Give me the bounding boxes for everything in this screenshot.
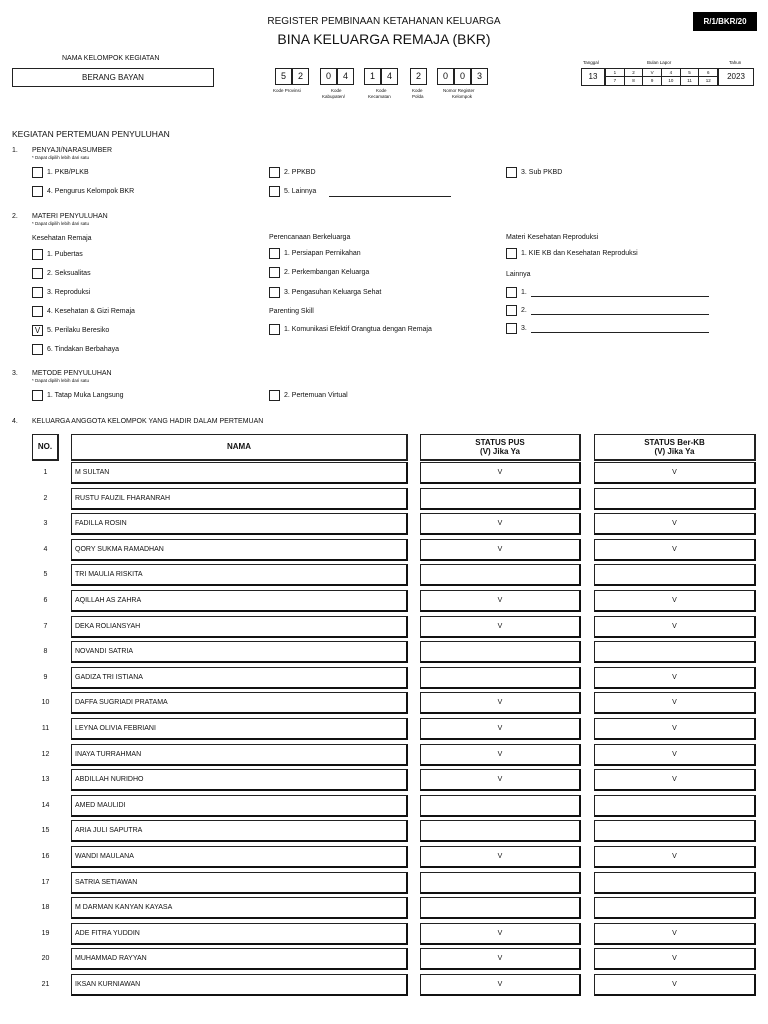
option-pkb-label: 1. PKB/PLKB xyxy=(47,169,89,176)
row-status-kb-cell[interactable] xyxy=(594,590,756,612)
row-nama-cell[interactable] xyxy=(71,488,408,510)
row-nama-cell[interactable] xyxy=(71,923,408,945)
option-kie-kb-label: 1. KIE KB dan Kesehatan Reproduksi xyxy=(521,250,638,257)
row-number: 21 xyxy=(41,981,50,988)
row-number: 7 xyxy=(43,623,48,630)
row-status-kb: V xyxy=(672,520,677,527)
row-nama: FADILLA ROSIN xyxy=(75,520,127,527)
tahun-label: Tahun xyxy=(729,60,742,65)
checkbox-lainnya[interactable] xyxy=(269,186,280,197)
row-status-pus-cell[interactable] xyxy=(420,641,581,663)
checkbox-perencanaan-2[interactable] xyxy=(269,267,280,278)
lainnya-text-line[interactable] xyxy=(531,332,709,333)
checkbox-komunikasi[interactable] xyxy=(269,324,280,335)
option-perencanaan-label: 2. Perkembangan Keluarga xyxy=(284,269,370,276)
lainnya-text-line[interactable] xyxy=(531,314,709,315)
row-status-kb-cell[interactable] xyxy=(594,769,756,791)
row-status-pus-cell[interactable] xyxy=(420,897,581,919)
row-status-kb: V xyxy=(672,981,677,988)
checkbox-tatap-muka[interactable] xyxy=(32,390,43,401)
row-status-kb: V xyxy=(672,546,677,553)
row-number: 15 xyxy=(41,827,50,834)
row-status-pus-cell[interactable] xyxy=(420,872,581,894)
row-status-kb: V xyxy=(672,725,677,732)
section1-number: 1. xyxy=(12,147,18,154)
row-status-pus-cell[interactable] xyxy=(420,667,581,689)
table-row xyxy=(0,974,768,998)
row-nama-cell[interactable] xyxy=(71,564,408,586)
code-label-kabupaten-2: Kabupaten/ xyxy=(322,94,346,99)
row-number: 19 xyxy=(41,930,50,937)
row-number: 1 xyxy=(43,469,48,476)
section2-note: * Dapat dipilih lebih dari satu xyxy=(32,221,90,226)
row-number: 14 xyxy=(41,802,50,809)
row-nama: M SULTAN xyxy=(75,469,110,476)
bulan-label: Bulan Lapor xyxy=(647,60,672,65)
code-kecamatan-1[interactable]: 1 xyxy=(364,68,381,85)
checkbox-perencanaan-3[interactable] xyxy=(269,287,280,298)
bulan-cell[interactable]: 4 xyxy=(662,69,681,76)
row-status-pus: V xyxy=(497,930,503,937)
option-lainnya-label: 5. Lainnya xyxy=(284,188,317,195)
lainnya-input-line[interactable] xyxy=(329,196,451,197)
row-status-pus-cell[interactable] xyxy=(420,488,581,510)
row-status-kb-cell[interactable] xyxy=(594,897,756,919)
row-status-pus-cell[interactable] xyxy=(420,795,581,817)
checkbox-virtual[interactable] xyxy=(269,390,280,401)
col-nama-label: NAMA xyxy=(227,442,251,451)
code-label-kecamatan-2: Kecamatan xyxy=(368,94,391,99)
tahun-field[interactable] xyxy=(718,68,754,86)
kesehatan-remaja-title: Kesehatan Remaja xyxy=(32,235,92,242)
section1-note: * Dapat dipilih lebih dari satu xyxy=(32,155,90,160)
code-kelompok-1[interactable]: 0 xyxy=(437,68,454,85)
row-status-pus-cell[interactable] xyxy=(420,948,581,970)
row-status-pus-cell[interactable] xyxy=(420,846,581,868)
row-nama-cell[interactable] xyxy=(71,820,408,842)
row-number: 9 xyxy=(43,674,48,681)
col-header-nama xyxy=(71,434,408,461)
table-row xyxy=(0,616,768,640)
table-row xyxy=(0,948,768,972)
form-subtitle: REGISTER PEMBINAAN KETAHANAN KELUARGA xyxy=(267,16,501,27)
row-status-kb: V xyxy=(672,623,677,630)
row-status-kb-cell[interactable] xyxy=(594,846,756,868)
row-status-pus: V xyxy=(497,546,503,553)
tahun-value: 2023 xyxy=(727,72,745,81)
code-kelompok-2[interactable]: 0 xyxy=(454,68,471,85)
code-kabupaten-2[interactable]: 4 xyxy=(337,68,354,85)
checkbox-kesehatan-remaja-5[interactable]: V xyxy=(32,325,43,336)
row-number: 8 xyxy=(43,648,48,655)
row-nama: WANDI MAULANA xyxy=(75,853,134,860)
checkbox-kesehatan-remaja-4[interactable] xyxy=(32,306,43,317)
row-nama-cell[interactable] xyxy=(71,667,408,689)
row-status-kb-cell[interactable] xyxy=(594,616,756,638)
row-status-kb-cell[interactable] xyxy=(594,539,756,561)
bulan-grid xyxy=(605,68,718,86)
table-row xyxy=(0,539,768,563)
checkbox-kie-kb[interactable] xyxy=(506,248,517,259)
code-label-kabupaten-1: Kode xyxy=(331,88,342,93)
row-nama-cell[interactable] xyxy=(71,641,408,663)
table-row xyxy=(0,820,768,844)
row-nama: AMED MAULIDI xyxy=(75,802,126,809)
col-pus-sublabel: (V) Jika Ya xyxy=(480,447,520,456)
option-kesehatan-remaja-label: 5. Perilaku Beresiko xyxy=(47,327,110,334)
section1-title: PENYAJI/NARASUMBER xyxy=(32,147,112,154)
option-kesehatan-remaja-label: 3. Reproduksi xyxy=(47,289,91,296)
checkbox-kesehatan-remaja-1[interactable] xyxy=(32,249,43,260)
checkbox-kesehatan-remaja-6[interactable] xyxy=(32,344,43,355)
table-row xyxy=(0,718,768,742)
option-perencanaan-label: 1. Persiapan Pernikahan xyxy=(284,250,361,257)
row-nama: ADE FITRA YUDDIN xyxy=(75,930,140,937)
checkbox-ppkbd[interactable] xyxy=(269,167,280,178)
row-nama: DEKA ROLIANSYAH xyxy=(75,623,141,630)
option-sub-ppkbd-label: 3. Sub PKBD xyxy=(521,169,563,176)
section2-title: MATERI PENYULUHAN xyxy=(32,213,108,220)
row-nama: M DARMAN KANYAN KAYASA xyxy=(75,904,173,911)
bulan-cell[interactable]: 5 xyxy=(681,69,700,76)
row-number: 16 xyxy=(41,853,50,860)
row-nama: ARIA JULI SAPUTRA xyxy=(75,827,143,834)
row-nama-cell[interactable] xyxy=(71,974,408,996)
row-nama: DAFFA SUGRIADI PRATAMA xyxy=(75,699,168,706)
row-status-pus: V xyxy=(497,955,503,962)
table-row xyxy=(0,769,768,793)
row-status-pus-cell[interactable] xyxy=(420,590,581,612)
option-lainnya-number: 3. xyxy=(521,325,527,332)
kegiatan-title: KEGIATAN PERTEMUAN PENYULUHAN xyxy=(12,129,170,139)
row-number: 6 xyxy=(43,597,48,604)
code-label-desa-1: Kode xyxy=(412,88,423,93)
row-number: 11 xyxy=(41,725,50,732)
row-status-pus-cell[interactable] xyxy=(420,923,581,945)
row-nama-cell[interactable] xyxy=(71,513,408,535)
col-no-label: NO. xyxy=(37,442,53,451)
row-number: 13 xyxy=(41,776,50,783)
table-row xyxy=(0,667,768,691)
table-row xyxy=(0,462,768,486)
code-label-kecamatan-1: Kode xyxy=(376,88,387,93)
code-label-provinsi: Kode Provinsi xyxy=(273,88,301,93)
row-status-pus-cell[interactable] xyxy=(420,513,581,535)
bulan-cell[interactable]: 10 xyxy=(662,77,681,85)
row-status-kb-cell[interactable] xyxy=(594,488,756,510)
bulan-cell[interactable]: 1 xyxy=(606,69,625,76)
code-kecamatan-2[interactable]: 4 xyxy=(381,68,398,85)
row-status-kb: V xyxy=(672,597,677,604)
bulan-cell[interactable]: 8 xyxy=(625,77,644,85)
row-number: 2 xyxy=(43,495,48,502)
row-number: 18 xyxy=(41,904,50,911)
form-code-badge: R/1/BKR/20 xyxy=(693,12,757,31)
col-header-status-kb xyxy=(594,434,756,461)
row-nama-cell[interactable] xyxy=(71,462,408,484)
row-nama: ABDILLAH NURIDHO xyxy=(75,776,144,783)
row-nama: NOVANDI SATRIA xyxy=(75,648,134,655)
row-status-pus: V xyxy=(497,776,503,783)
row-status-kb: V xyxy=(672,955,677,962)
tanggal-label: Tanggal xyxy=(583,60,599,65)
table-row xyxy=(0,641,768,665)
row-number: 12 xyxy=(41,751,50,758)
section3-title: METODE PENYULUHAN xyxy=(32,370,112,377)
checkbox-sub-ppkbd[interactable] xyxy=(506,167,517,178)
table-row xyxy=(0,897,768,921)
row-nama: IKSAN KURNIAWAN xyxy=(75,981,141,988)
row-number: 10 xyxy=(41,699,50,706)
option-virtual-label: 2. Pertemuan Virtual xyxy=(284,392,348,399)
row-status-kb-cell[interactable] xyxy=(594,564,756,586)
row-status-pus-cell[interactable] xyxy=(420,539,581,561)
row-status-kb-cell[interactable] xyxy=(594,692,756,714)
col-pus-label: STATUS PUS xyxy=(475,438,525,447)
row-status-pus-cell[interactable] xyxy=(420,769,581,791)
checkbox-perencanaan-1[interactable] xyxy=(269,248,280,259)
option-perencanaan-label: 3. Pengasuhan Keluarga Sehat xyxy=(284,289,382,296)
group-name-label: NAMA KELOMPOK KEGIATAN xyxy=(62,55,160,62)
section4-number: 4. xyxy=(12,418,18,425)
table-row xyxy=(0,795,768,819)
col-header-status-pus xyxy=(420,434,581,461)
option-tatap-muka-label: 1. Tatap Muka Langsung xyxy=(47,392,124,399)
row-status-kb-cell[interactable] xyxy=(594,641,756,663)
row-status-pus-cell[interactable] xyxy=(420,744,581,766)
row-status-pus: V xyxy=(497,520,503,527)
row-nama-cell[interactable] xyxy=(71,872,408,894)
row-status-pus: V xyxy=(497,699,503,706)
table-row xyxy=(0,923,768,947)
checkbox-pkb[interactable] xyxy=(32,167,43,178)
row-status-kb-cell[interactable] xyxy=(594,923,756,945)
row-number: 17 xyxy=(41,879,50,886)
row-number: 20 xyxy=(41,955,50,962)
section4-title: KELUARGA ANGGOTA KELOMPOK YANG HADIR DALAM PERTEMUAN xyxy=(32,418,264,425)
bulan-cell[interactable]: 6 xyxy=(706,70,710,75)
row-status-pus-cell[interactable] xyxy=(420,974,581,996)
row-status-pus: V xyxy=(497,597,503,604)
lainnya-title: Lainnya xyxy=(506,271,531,278)
row-status-pus: V xyxy=(497,981,503,988)
kespro-title: Materi Kesehatan Reproduksi xyxy=(506,234,599,241)
row-nama: QORY SUKMA RAMADHAN xyxy=(75,546,164,553)
row-status-kb: V xyxy=(672,674,677,681)
checkbox-lainnya-2[interactable] xyxy=(506,305,517,316)
row-nama-cell[interactable] xyxy=(71,718,408,740)
bulan-cell[interactable]: 9 xyxy=(643,77,662,85)
row-nama-cell[interactable] xyxy=(71,897,408,919)
checkbox-lainnya-1[interactable] xyxy=(506,287,517,298)
code-label-kelompok-1: Nomor Register xyxy=(443,88,475,93)
col-kb-sublabel: (V) Jika Ya xyxy=(654,447,695,456)
row-status-kb-cell[interactable] xyxy=(594,872,756,894)
option-komunikasi-label: 1. Komunikasi Efektif Orangtua dengan Remaja xyxy=(284,326,432,333)
row-status-kb-cell[interactable] xyxy=(594,667,756,689)
row-status-pus-cell[interactable] xyxy=(420,692,581,714)
code-provinsi-1[interactable]: 5 xyxy=(275,68,292,85)
row-status-kb: V xyxy=(672,853,677,860)
bulan-cell[interactable]: V xyxy=(643,69,662,76)
bulan-cell[interactable]: 11 xyxy=(681,77,700,85)
row-nama: LEYNA OLIVIA FEBRIANI xyxy=(75,725,156,732)
code-label-desa-2: Polda xyxy=(412,94,424,99)
option-ppkbd-label: 2. PPKBD xyxy=(284,169,316,176)
row-nama: GADIZA TRI ISTIANA xyxy=(75,674,143,681)
section3-number: 3. xyxy=(12,370,18,377)
row-status-pus-cell[interactable] xyxy=(420,718,581,740)
row-status-pus: V xyxy=(497,469,503,476)
row-status-kb-cell[interactable] xyxy=(594,744,756,766)
row-status-pus-cell[interactable] xyxy=(420,616,581,638)
table-row xyxy=(0,513,768,537)
checkbox-pengurus[interactable] xyxy=(32,186,43,197)
row-status-kb-cell[interactable] xyxy=(594,513,756,535)
bulan-cell[interactable]: 2 xyxy=(625,69,644,76)
col-header-no xyxy=(32,434,59,461)
checkbox-kesehatan-remaja-2[interactable] xyxy=(32,268,43,279)
row-status-kb: V xyxy=(672,930,677,937)
row-nama-cell[interactable] xyxy=(71,948,408,970)
row-nama: AQILLAH AS ZAHRA xyxy=(75,597,142,604)
section2-number: 2. xyxy=(12,213,18,220)
row-number: 4 xyxy=(43,546,48,553)
row-status-pus: V xyxy=(497,725,503,732)
row-status-kb-cell[interactable] xyxy=(594,974,756,996)
table-row xyxy=(0,590,768,614)
row-nama: SATRIA SETIAWAN xyxy=(75,879,138,886)
perencanaan-title: Perencanaan Berkeluarga xyxy=(269,234,351,241)
option-kesehatan-remaja-label: 1. Pubertas xyxy=(47,251,83,258)
row-nama-cell[interactable] xyxy=(71,692,408,714)
tanggal-value: 13 xyxy=(588,72,598,81)
row-nama: MUHAMMAD RAYYAN xyxy=(75,955,147,962)
col-kb-label: STATUS Ber-KB xyxy=(644,438,705,447)
row-status-kb: V xyxy=(672,699,677,706)
row-nama-cell[interactable] xyxy=(71,846,408,868)
checkbox-lainnya-3[interactable] xyxy=(506,323,517,334)
checkbox-kesehatan-remaja-3[interactable] xyxy=(32,287,43,298)
row-status-pus-cell[interactable] xyxy=(420,462,581,484)
row-status-kb: V xyxy=(672,469,677,476)
row-status-kb-cell[interactable] xyxy=(594,948,756,970)
bulan-cell[interactable]: 12 xyxy=(705,78,711,83)
option-kesehatan-remaja-label: 4. Kesehatan & Gizi Remaja xyxy=(47,308,135,315)
option-pengurus-label: 4. Pengurus Kelompok BKR xyxy=(47,188,135,195)
section3-note: * Dapat dipilih lebih dari satu xyxy=(32,378,90,383)
code-desa-1[interactable]: 2 xyxy=(410,68,427,85)
row-status-pus: V xyxy=(497,853,503,860)
table-row xyxy=(0,692,768,716)
code-label-kelompok-2: Kelompok xyxy=(452,94,473,99)
row-nama-cell[interactable] xyxy=(71,539,408,561)
code-kelompok-3[interactable]: 3 xyxy=(471,68,488,85)
tanggal-field[interactable] xyxy=(581,68,605,86)
group-name-field[interactable] xyxy=(12,68,214,87)
row-nama-cell[interactable] xyxy=(71,590,408,612)
row-nama-cell[interactable] xyxy=(71,744,408,766)
row-nama: TRI MAULIA RISKITA xyxy=(75,571,143,578)
table-row xyxy=(0,564,768,588)
row-status-kb: V xyxy=(672,776,677,783)
row-status-pus: V xyxy=(497,623,503,630)
row-status-pus-cell[interactable] xyxy=(420,820,581,842)
option-kesehatan-remaja-label: 2. Seksualitas xyxy=(47,270,91,277)
option-lainnya-number: 1. xyxy=(521,289,527,296)
table-row xyxy=(0,846,768,870)
table-row xyxy=(0,488,768,512)
row-status-pus: V xyxy=(497,751,503,758)
group-name-value: BERANG BAYAN xyxy=(82,73,144,82)
row-number: 3 xyxy=(43,520,48,527)
bulan-cell[interactable]: 7 xyxy=(606,77,625,85)
code-provinsi-2[interactable]: 2 xyxy=(292,68,309,85)
table-row xyxy=(0,744,768,768)
row-nama: RUSTU FAUZIL FHARANRAH xyxy=(75,495,171,502)
row-number: 5 xyxy=(43,571,48,578)
parenting-title: Parenting Skill xyxy=(269,308,314,315)
option-kesehatan-remaja-label: 6. Tindakan Berbahaya xyxy=(47,346,119,353)
row-status-kb-cell[interactable] xyxy=(594,795,756,817)
lainnya-text-line[interactable] xyxy=(531,296,709,297)
row-status-pus-cell[interactable] xyxy=(420,564,581,586)
row-nama-cell[interactable] xyxy=(71,795,408,817)
row-status-kb: V xyxy=(672,751,677,758)
row-status-kb-cell[interactable] xyxy=(594,718,756,740)
row-nama-cell[interactable] xyxy=(71,616,408,638)
row-status-kb-cell[interactable] xyxy=(594,820,756,842)
code-kabupaten-1[interactable]: 0 xyxy=(320,68,337,85)
form-title: BINA KELUARGA REMAJA (BKR) xyxy=(277,31,491,47)
table-row xyxy=(0,872,768,896)
row-nama: INAYA TURRAHMAN xyxy=(75,751,142,758)
row-nama-cell[interactable] xyxy=(71,769,408,791)
option-lainnya-number: 2. xyxy=(521,307,527,314)
row-status-kb-cell[interactable] xyxy=(594,462,756,484)
